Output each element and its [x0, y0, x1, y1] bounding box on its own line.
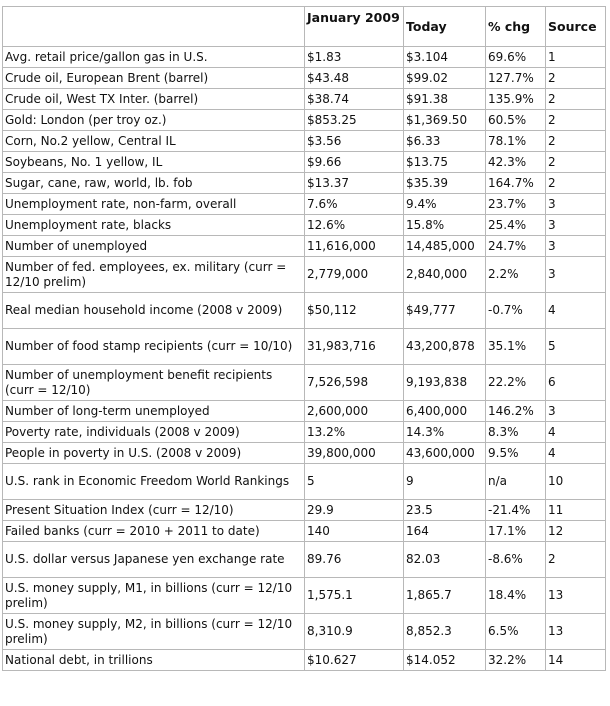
row-pct-change-cell: 25.4%: [486, 215, 546, 236]
table-row: [3, 521, 606, 542]
row-pct-change-cell: 35.1%: [486, 329, 546, 365]
table-row: [3, 194, 606, 215]
row-source-cell: 4: [546, 293, 606, 329]
row-source-cell: 2: [546, 110, 606, 131]
row-jan2009-cell: 7,526,598: [305, 365, 404, 401]
row-source-cell: 12: [546, 521, 606, 542]
header-row: [3, 7, 606, 47]
row-today-cell: $91.38: [404, 89, 486, 110]
row-today-cell: 6,400,000: [404, 401, 486, 422]
row-source-cell: 3: [546, 215, 606, 236]
row-source-cell: 14: [546, 650, 606, 671]
row-pct-change-cell: 23.7%: [486, 194, 546, 215]
row-source-cell: 1: [546, 47, 606, 68]
row-today-cell: $1,369.50: [404, 110, 486, 131]
row-item-cell: Number of fed. employees, ex. military (curr = 12/10 prelim): [3, 257, 305, 293]
table-row: [3, 401, 606, 422]
row-source-cell: 2: [546, 131, 606, 152]
row-jan2009-cell: 89.76: [305, 542, 404, 578]
row-source-cell: 2: [546, 89, 606, 110]
row-item-cell: U.S. rank in Economic Freedom World Rankings: [3, 464, 305, 500]
row-jan2009-cell: $9.66: [305, 152, 404, 173]
row-item-cell: Gold: London (per troy oz.): [3, 110, 305, 131]
table-row: [3, 47, 606, 68]
row-source-cell: 2: [546, 68, 606, 89]
row-source-cell: 11: [546, 500, 606, 521]
row-jan2009-cell: 1,575.1: [305, 578, 404, 614]
row-jan2009-cell: $1.83: [305, 47, 404, 68]
row-pct-change-cell: -21.4%: [486, 500, 546, 521]
table-row: [3, 110, 606, 131]
row-pct-change-cell: n/a: [486, 464, 546, 500]
table-row: [3, 500, 606, 521]
row-jan2009-cell: $38.74: [305, 89, 404, 110]
row-jan2009-cell: 13.2%: [305, 422, 404, 443]
row-today-cell: 9,193,838: [404, 365, 486, 401]
row-pct-change-cell: 9.5%: [486, 443, 546, 464]
row-today-cell: 14,485,000: [404, 236, 486, 257]
table-row: [3, 614, 606, 650]
row-pct-change-cell: 24.7%: [486, 236, 546, 257]
row-source-cell: 2: [546, 173, 606, 194]
row-jan2009-cell: 2,600,000: [305, 401, 404, 422]
row-jan2009-cell: 31,983,716: [305, 329, 404, 365]
table-row: [3, 173, 606, 194]
row-jan2009-cell: 12.6%: [305, 215, 404, 236]
row-source-cell: 6: [546, 365, 606, 401]
row-item-cell: Unemployment rate, non-farm, overall: [3, 194, 305, 215]
row-pct-change-cell: 17.1%: [486, 521, 546, 542]
row-item-cell: People in poverty in U.S. (2008 v 2009): [3, 443, 305, 464]
table-row: [3, 152, 606, 173]
row-source-cell: 5: [546, 329, 606, 365]
row-today-cell: 82.03: [404, 542, 486, 578]
row-today-cell: 43,600,000: [404, 443, 486, 464]
row-pct-change-cell: 127.7%: [486, 68, 546, 89]
row-source-cell: 3: [546, 401, 606, 422]
row-source-cell: 4: [546, 443, 606, 464]
row-jan2009-cell: 7.6%: [305, 194, 404, 215]
row-today-cell: $99.02: [404, 68, 486, 89]
header-item: [3, 7, 305, 47]
row-pct-change-cell: 42.3%: [486, 152, 546, 173]
row-today-cell: 15.8%: [404, 215, 486, 236]
row-jan2009-cell: 8,310.9: [305, 614, 404, 650]
row-jan2009-cell: $10.627: [305, 650, 404, 671]
row-item-cell: Crude oil, West TX Inter. (barrel): [3, 89, 305, 110]
row-jan2009-cell: 11,616,000: [305, 236, 404, 257]
row-item-cell: U.S. dollar versus Japanese yen exchange rate: [3, 542, 305, 578]
row-item-cell: Number of food stamp recipients (curr = 10/10): [3, 329, 305, 365]
table-row: [3, 68, 606, 89]
row-pct-change-cell: 164.7%: [486, 173, 546, 194]
row-today-cell: 14.3%: [404, 422, 486, 443]
row-pct-change-cell: 146.2%: [486, 401, 546, 422]
row-item-cell: Crude oil, European Brent (barrel): [3, 68, 305, 89]
table-row: [3, 464, 606, 500]
table-row: [3, 131, 606, 152]
row-today-cell: 2,840,000: [404, 257, 486, 293]
row-pct-change-cell: 22.2%: [486, 365, 546, 401]
row-pct-change-cell: -8.6%: [486, 542, 546, 578]
row-today-cell: 8,852.3: [404, 614, 486, 650]
row-item-cell: Poverty rate, individuals (2008 v 2009): [3, 422, 305, 443]
row-source-cell: 13: [546, 578, 606, 614]
row-today-cell: $6.33: [404, 131, 486, 152]
row-pct-change-cell: 69.6%: [486, 47, 546, 68]
row-source-cell: 3: [546, 236, 606, 257]
row-pct-change-cell: 32.2%: [486, 650, 546, 671]
table-body: [3, 47, 606, 671]
row-today-cell: $14.052: [404, 650, 486, 671]
row-today-cell: 23.5: [404, 500, 486, 521]
economic-indicators-table: [2, 6, 606, 671]
row-jan2009-cell: $43.48: [305, 68, 404, 89]
row-today-cell: 43,200,878: [404, 329, 486, 365]
table-row: [3, 293, 606, 329]
row-today-cell: 9.4%: [404, 194, 486, 215]
row-pct-change-cell: 18.4%: [486, 578, 546, 614]
row-item-cell: Corn, No.2 yellow, Central IL: [3, 131, 305, 152]
row-item-cell: U.S. money supply, M1, in billions (curr = 12/10 prelim): [3, 578, 305, 614]
row-item-cell: Soybeans, No. 1 yellow, IL: [3, 152, 305, 173]
table-row: [3, 89, 606, 110]
row-pct-change-cell: 8.3%: [486, 422, 546, 443]
table-row: [3, 542, 606, 578]
row-jan2009-cell: $13.37: [305, 173, 404, 194]
row-pct-change-cell: 2.2%: [486, 257, 546, 293]
table-row: [3, 578, 606, 614]
row-jan2009-cell: 39,800,000: [305, 443, 404, 464]
row-item-cell: Failed banks (curr = 2010 + 2011 to date): [3, 521, 305, 542]
row-today-cell: 1,865.7: [404, 578, 486, 614]
row-item-cell: Sugar, cane, raw, world, lb. fob: [3, 173, 305, 194]
row-source-cell: 3: [546, 257, 606, 293]
row-source-cell: 4: [546, 422, 606, 443]
header-source: Source: [546, 7, 606, 47]
header-pct-change: % chg: [486, 7, 546, 47]
header-january-2009: January 2009: [305, 7, 404, 47]
row-jan2009-cell: 140: [305, 521, 404, 542]
row-item-cell: Number of long-term unemployed: [3, 401, 305, 422]
row-jan2009-cell: $853.25: [305, 110, 404, 131]
row-pct-change-cell: 135.9%: [486, 89, 546, 110]
row-jan2009-cell: 5: [305, 464, 404, 500]
table-row: [3, 443, 606, 464]
row-pct-change-cell: 78.1%: [486, 131, 546, 152]
row-item-cell: National debt, in trillions: [3, 650, 305, 671]
row-source-cell: 2: [546, 152, 606, 173]
row-source-cell: 3: [546, 194, 606, 215]
row-item-cell: Number of unemployed: [3, 236, 305, 257]
row-item-cell: Real median household income (2008 v 2009): [3, 293, 305, 329]
row-source-cell: 2: [546, 542, 606, 578]
row-today-cell: $49,777: [404, 293, 486, 329]
table-header: [3, 7, 606, 47]
table-row: [3, 650, 606, 671]
row-source-cell: 13: [546, 614, 606, 650]
row-item-cell: Number of unemployment benefit recipients (curr = 12/10): [3, 365, 305, 401]
row-item-cell: U.S. money supply, M2, in billions (curr = 12/10 prelim): [3, 614, 305, 650]
row-today-cell: $13.75: [404, 152, 486, 173]
row-item-cell: Avg. retail price/gallon gas in U.S.: [3, 47, 305, 68]
row-jan2009-cell: 29.9: [305, 500, 404, 521]
row-item-cell: Unemployment rate, blacks: [3, 215, 305, 236]
row-jan2009-cell: $50,112: [305, 293, 404, 329]
row-today-cell: $35.39: [404, 173, 486, 194]
header-today: Today: [404, 7, 486, 47]
row-pct-change-cell: -0.7%: [486, 293, 546, 329]
row-jan2009-cell: $3.56: [305, 131, 404, 152]
row-pct-change-cell: 60.5%: [486, 110, 546, 131]
row-pct-change-cell: 6.5%: [486, 614, 546, 650]
row-today-cell: $3.104: [404, 47, 486, 68]
table-row: [3, 236, 606, 257]
row-jan2009-cell: 2,779,000: [305, 257, 404, 293]
table-row: [3, 329, 606, 365]
table-row: [3, 215, 606, 236]
table-row: [3, 365, 606, 401]
row-today-cell: 164: [404, 521, 486, 542]
row-source-cell: 10: [546, 464, 606, 500]
table-row: [3, 257, 606, 293]
table-row: [3, 422, 606, 443]
row-item-cell: Present Situation Index (curr = 12/10): [3, 500, 305, 521]
row-today-cell: 9: [404, 464, 486, 500]
